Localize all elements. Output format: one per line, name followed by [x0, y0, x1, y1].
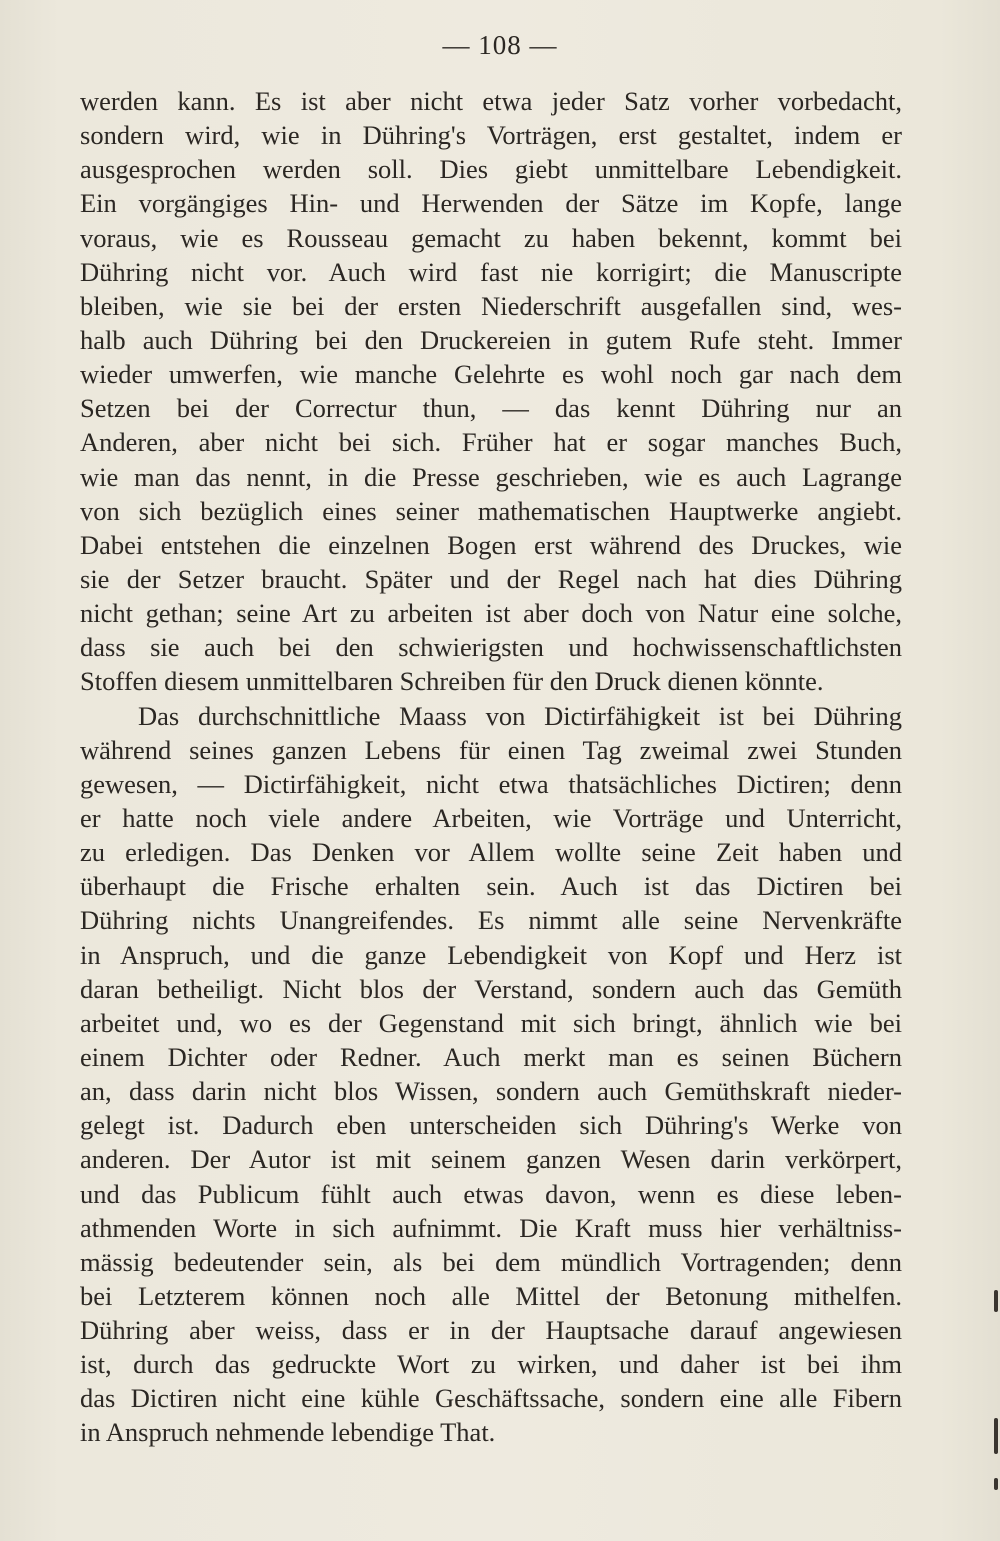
text-line: bei Letzterem können noch alle Mittel der Betonung mithelfen. — [80, 1280, 902, 1311]
paragraph-end-line: in Anspruch nehmende lebendige That. — [80, 1417, 496, 1448]
text-line: voraus, wie es Rousseau gemacht zu haben bekennt, kommt bei — [80, 222, 902, 253]
scan-edge-mark — [994, 1290, 998, 1312]
text-line: Dühring nicht vor. Auch wird fast nie korrigirt; die Manuscripte — [80, 256, 902, 287]
text-line: werden kann. Es ist aber nicht etwa jeder Satz vorher vorbedacht, — [80, 86, 902, 116]
text-line: mässig bedeutender sein, als bei dem mündlich Vortragenden; denn — [80, 1246, 902, 1277]
text-line: bleiben, wie sie bei der ersten Niederschrift ausgefallen sind, wes- — [80, 290, 902, 321]
text-line: wieder umwerfen, wie manche Gelehrte es wohl noch gar nach dem — [80, 359, 902, 390]
paragraph-start-line: Das durchschnittliche Maass von Dictirfähigkeit ist bei Dühring — [138, 700, 902, 731]
text-line: in Anspruch, und die ganze Lebendigkeit von Kopf und Herz ist — [80, 939, 902, 970]
text-line: Ein vorgängiges Hin- und Herwenden der Sätze im Kopfe, lange — [80, 188, 902, 219]
scan-edge-mark — [994, 1478, 998, 1490]
text-line: ist, durch das gedruckte Wort zu wirken, und daher ist bei ihm — [80, 1349, 902, 1380]
text-line: ausgesprochen werden soll. Dies giebt unmittelbare Lebendigkeit. — [80, 154, 902, 185]
text-line: einem Dichter oder Redner. Auch merkt man es seinen Büchern — [80, 1041, 902, 1072]
text-line: athmenden Worte in sich aufnimmt. Die Kraft muss hier verhältniss- — [80, 1212, 902, 1243]
text-line: nicht gethan; seine Art zu arbeiten ist aber doch von Natur eine solche, — [80, 598, 902, 629]
text-line: wie man das nennt, in die Presse geschrieben, wie es auch Lagrange — [80, 461, 902, 492]
text-line: anderen. Der Autor ist mit seinem ganzen Wesen darin verkörpert, — [80, 1144, 902, 1175]
page-number: — 108 — — [442, 30, 558, 60]
text-line: gelegt ist. Dadurch eben unterscheiden sich Dühring's Werke von — [80, 1110, 902, 1141]
text-line: Dabei entstehen die einzelnen Bogen erst während des Druckes, wie — [80, 529, 902, 560]
text-line: überhaupt die Frische erhalten sein. Auch ist das Dictiren bei — [80, 871, 902, 902]
text-line: Dühring nichts Unangreifendes. Es nimmt alle seine Nervenkräfte — [80, 905, 902, 936]
paragraph-end-line: Stoffen diesem unmittelbaren Schreiben für den Druck dienen könnte. — [80, 666, 824, 697]
text-line: von sich bezüglich eines seiner mathematischen Hauptwerke angiebt. — [80, 495, 902, 526]
text-line: halb auch Dühring bei den Druckereien in gutem Rufe steht. Immer — [80, 324, 902, 355]
text-line: Dühring aber weiss, dass er in der Hauptsache darauf angewiesen — [80, 1315, 902, 1346]
text-line: Anderen, aber nicht bei sich. Früher hat er sogar manches Buch, — [80, 427, 902, 458]
text-line: dass sie auch bei den schwierigsten und hochwissenschaftlichsten — [80, 632, 902, 663]
text-line: arbeitet und, wo es der Gegenstand mit sich bringt, ähnlich wie bei — [80, 1007, 902, 1038]
text-line: und das Publicum fühlt auch etwas davon, wenn es diese leben- — [80, 1178, 902, 1209]
text-line: daran betheiligt. Nicht blos der Verstand, sondern auch das Gemüth — [80, 973, 902, 1004]
text-body — [80, 84, 902, 1450]
text-line: zu erledigen. Das Denken vor Allem wollte seine Zeit haben und — [80, 837, 902, 868]
text-line: gewesen, — Dictirfähigkeit, nicht etwa thatsächliches Dictiren; denn — [80, 768, 902, 799]
text-line: sondern wird, wie in Dühring's Vorträgen, erst gestaltet, indem er — [80, 120, 902, 151]
text-line: während seines ganzen Lebens für einen Tag zweimal zwei Stunden — [80, 734, 902, 765]
text-line: das Dictiren nicht eine kühle Geschäftssache, sondern eine alle Fibern — [80, 1383, 902, 1414]
text-line: an, dass darin nicht blos Wissen, sondern auch Gemüthskraft nieder- — [80, 1076, 902, 1107]
text-line: er hatte noch viele andere Arbeiten, wie Vorträge und Unterricht, — [80, 802, 902, 833]
text-line: Setzen bei der Correctur thun, — das kennt Dühring nur an — [80, 393, 902, 424]
text-line: sie der Setzer braucht. Später und der Regel nach hat dies Dühring — [80, 563, 902, 594]
scan-edge-mark — [994, 1418, 998, 1454]
